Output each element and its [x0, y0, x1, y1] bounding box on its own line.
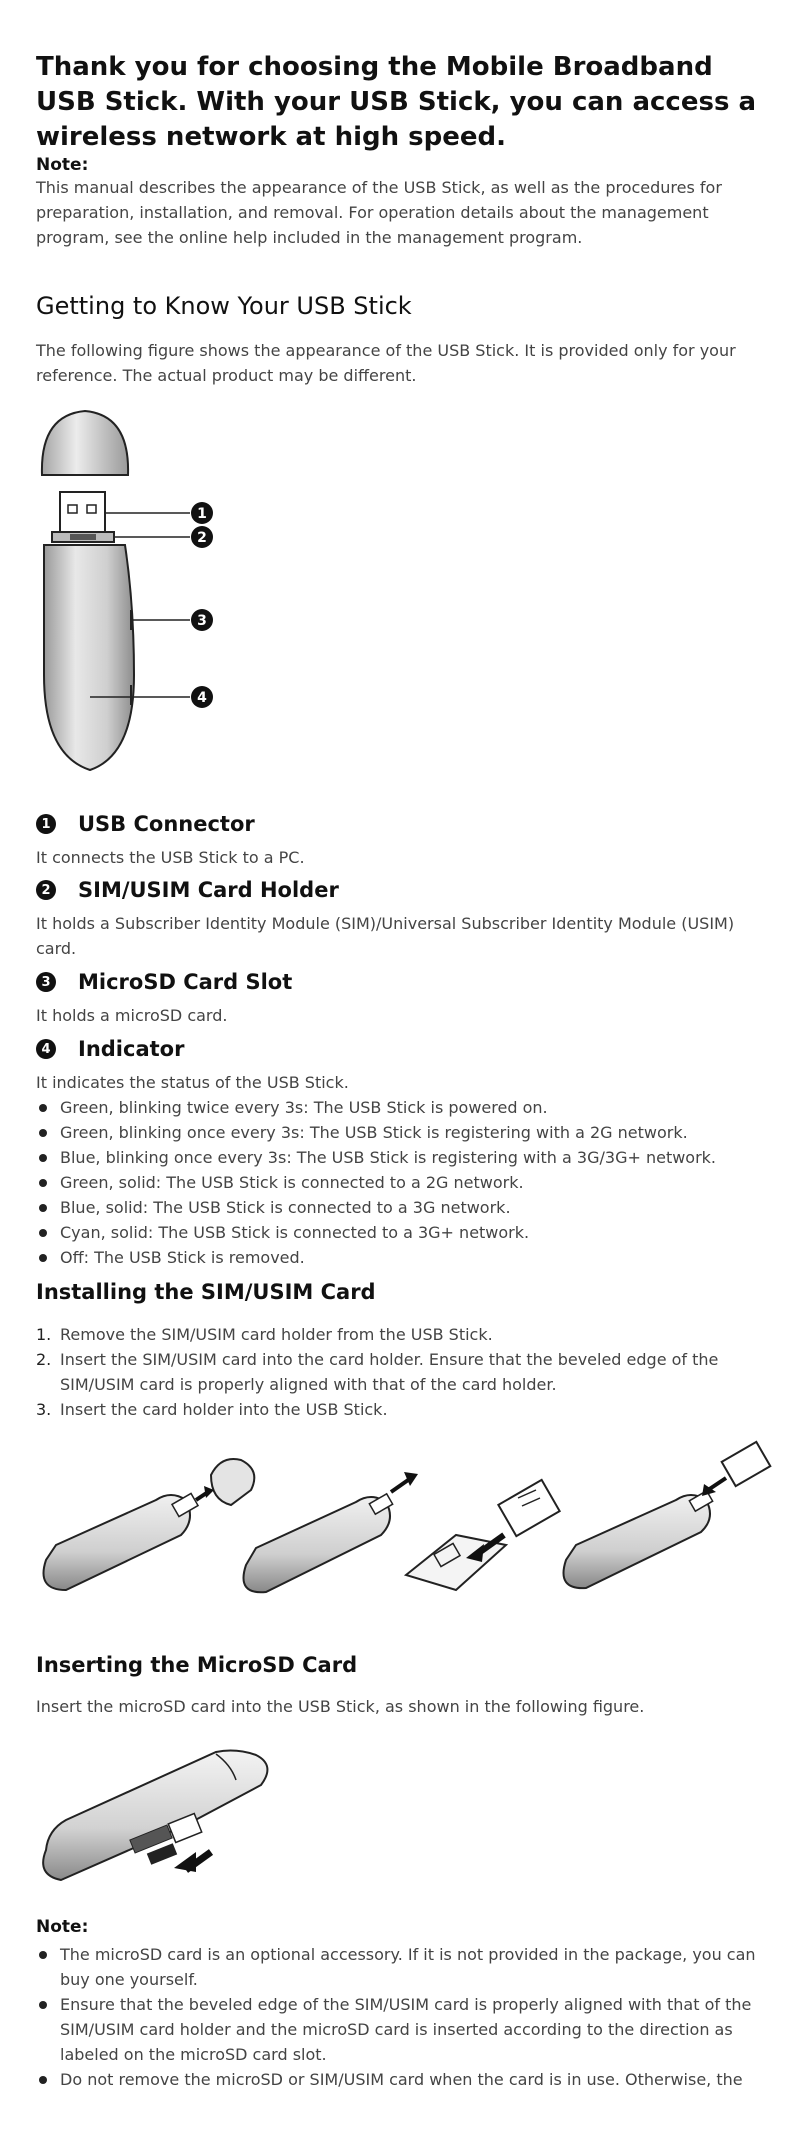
section-title-install: Installing the SIM/USIM Card [36, 1280, 376, 1304]
part-title-2: 2 SIM/USIM Card Holder [36, 878, 339, 902]
callout-1 [191, 502, 213, 524]
part-number-3: 3 [36, 972, 56, 992]
part-title-3: 3 MicroSD Card Slot [36, 970, 292, 994]
list-item: Green, blinking twice every 3s: The USB Stick is powered on. [36, 1095, 776, 1120]
indicator-list [36, 1095, 776, 1270]
part-text-2: It holds a Subscriber Identity Module (SIM)/Universal Subscriber Identity Module (USIM) card. [36, 914, 735, 958]
svg-text:1: 1 [197, 506, 207, 522]
note-label-2: Note: [36, 1917, 89, 1937]
section-title-know: Getting to Know Your USB Stick [36, 292, 412, 320]
microsd-insert-figure [36, 1740, 276, 1905]
list-item: Green, blinking once every 3s: The USB Stick is registering with a 2G network. [36, 1120, 776, 1145]
part-text-1: It connects the USB Stick to a PC. [36, 848, 305, 867]
part-title-1: 1 USB Connector [36, 812, 255, 836]
list-item: Blue, blinking once every 3s: The USB Stick is registering with a 3G/3G+ network. [36, 1145, 776, 1170]
step-item: 3. Insert the card holder into the USB Stick. [36, 1400, 388, 1419]
install-steps [36, 1322, 756, 1422]
know-text: The following figure shows the appearance of the USB Stick. It is provided only for your reference. The actual product may be different. [36, 341, 736, 385]
list-item: Ensure that the beveled edge of the SIM/USIM card is properly aligned with that of the SIM/USIM card holder and the microSD card is inserted according to the direction as labeled on the microSD card slot. [36, 1992, 776, 2067]
list-item: Off: The USB Stick is removed. [36, 1245, 776, 1270]
svg-text:3: 3 [197, 613, 207, 629]
intro-note-text: This manual describes the appearance of the USB Stick, as well as the procedures for preparation, installation, and removal. For operation details about the management program, see the online help included in the management program. [36, 178, 722, 247]
stick-holder-removed [244, 1472, 419, 1592]
stick-with-cap [44, 1459, 255, 1590]
callout-2 [191, 526, 213, 548]
sim-install-figure [36, 1440, 776, 1600]
list-item: Blue, solid: The USB Stick is connected to a 3G network. [36, 1195, 776, 1220]
note-label: Note: [36, 155, 89, 175]
stick-body-shape [44, 545, 134, 770]
step-item: 2. Insert the SIM/USIM card into the card holder. Ensure that the beveled edge of the SIM/USIM card is properly aligned with that of the card holder. [36, 1350, 719, 1394]
list-item: Cyan, solid: The USB Stick is connected to a 3G+ network. [36, 1220, 776, 1245]
microsd-text: Insert the microSD card into the USB Stick, as shown in the following figure. [36, 1697, 645, 1716]
intro-note [36, 155, 756, 250]
usb-connector-shape [60, 492, 105, 534]
callout-3 [191, 609, 213, 631]
stick-holder-inserting [564, 1442, 771, 1588]
part-title-4: 4 Indicator [36, 1037, 184, 1061]
list-item: The microSD card is an optional accessory. If it is not provided in the package, you can buy one yourself. [36, 1942, 776, 1992]
list-item: Do not remove the microSD or SIM/USIM card when the card is in use. Otherwise, the [36, 2067, 776, 2092]
card-holder-with-sim [406, 1480, 560, 1590]
part-number-4: 4 [36, 1039, 56, 1059]
usb-stick-figure [30, 405, 270, 790]
intro-heading: Thank you for choosing the Mobile Broadband USB Stick. With your USB Stick, you can access a wireless network at high speed. [36, 52, 757, 152]
cap-shape [42, 411, 128, 475]
svg-text:2: 2 [197, 530, 207, 546]
part-text-3: It holds a microSD card. [36, 1006, 228, 1025]
note-list [36, 1942, 776, 2092]
part-text-4: It indicates the status of the USB Stick. [36, 1073, 349, 1092]
section-title-microsd: Inserting the MicroSD Card [36, 1653, 358, 1677]
part-number-1: 1 [36, 814, 56, 834]
callout-4 [191, 686, 213, 708]
step-item: 1. Remove the SIM/USIM card holder from the USB Stick. [36, 1325, 493, 1344]
svg-text:4: 4 [197, 690, 207, 706]
part-number-2: 2 [36, 880, 56, 900]
list-item: Green, solid: The USB Stick is connected to a 2G network. [36, 1170, 776, 1195]
